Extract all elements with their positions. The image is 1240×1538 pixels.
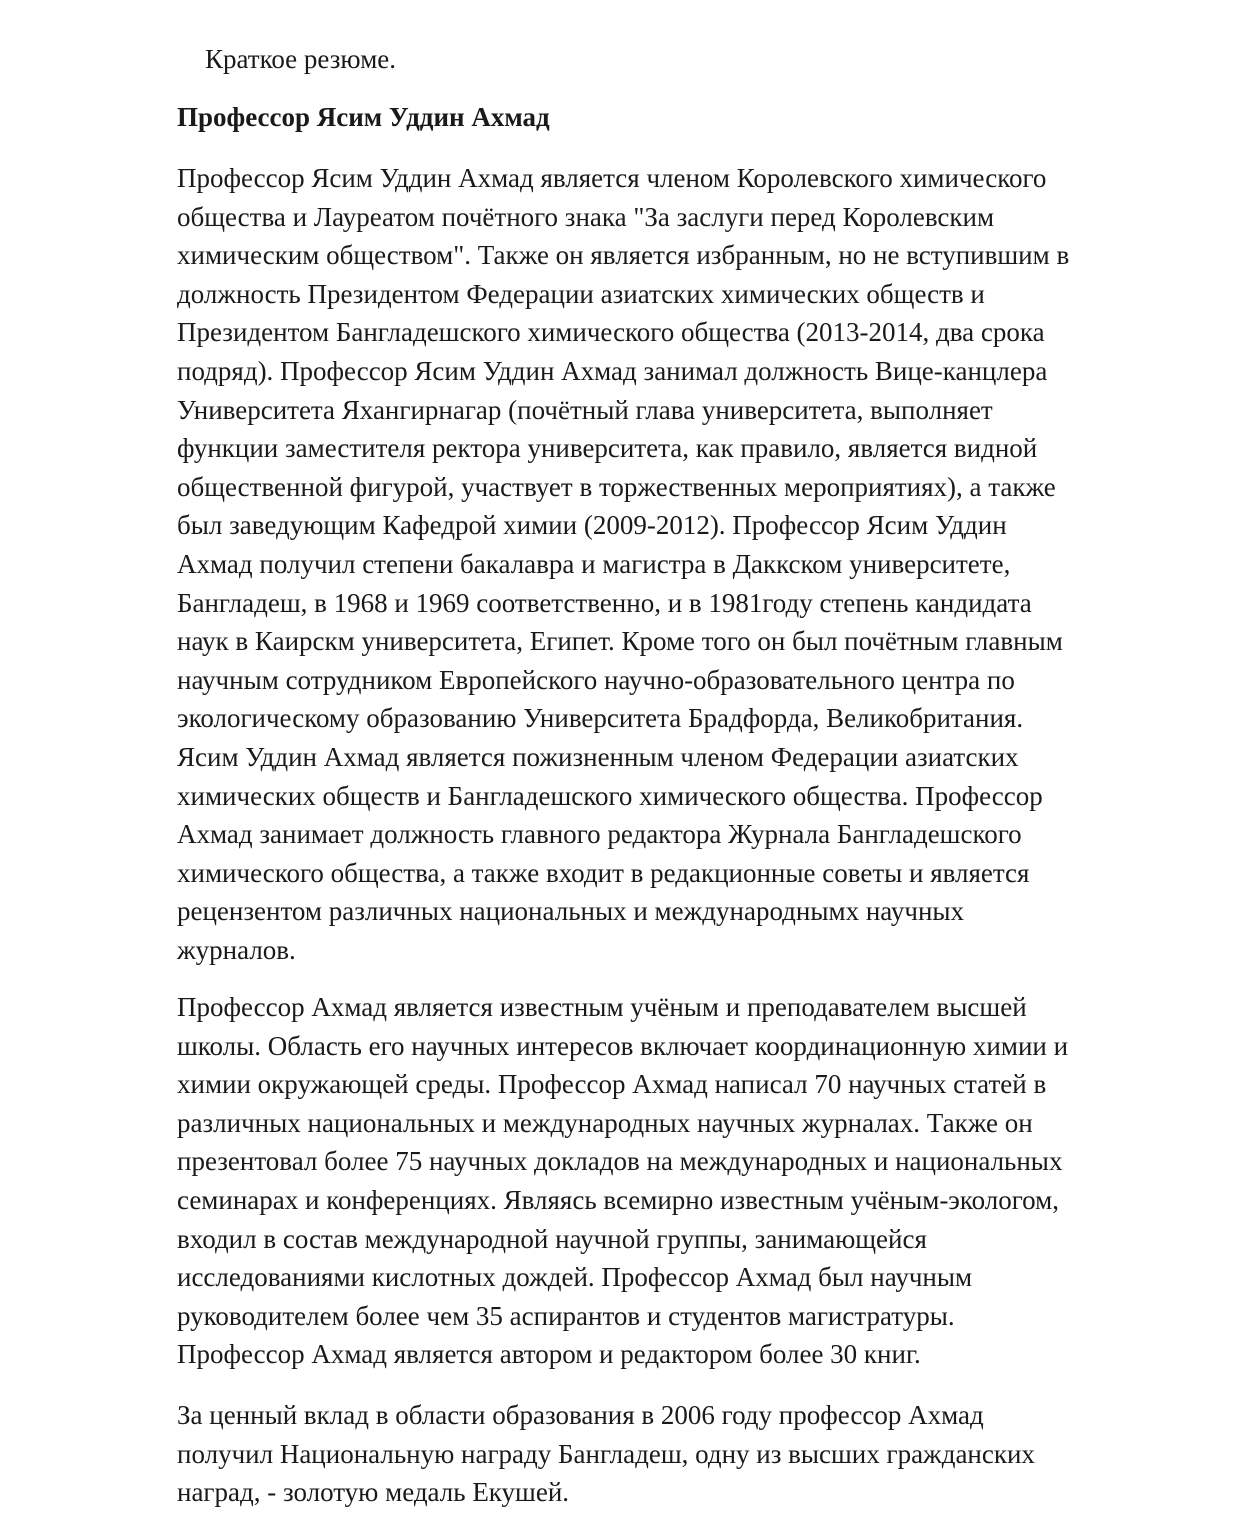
paragraph-line: Профессор Ясим Уддин Ахмад является членом Королевского химического: [177, 163, 1047, 193]
paragraph-line: входил в состав международной научной группы, занимающейся: [177, 1223, 927, 1254]
paragraph-line: химии окружающей среды. Профессор Ахмад написал 70 научных статей в: [177, 1069, 1047, 1100]
paragraph-line: Ахмад получил степени бакалавра и магистра в Даккском университете,: [177, 548, 1011, 579]
paragraph-line: научным сотрудником Европейского научно-образовательного центра по: [177, 664, 1015, 695]
paragraph-line: исследованиями кислотных дождей. Профессор Ахмад был научным: [177, 1262, 973, 1293]
paragraph-line: функции заместителя ректора университета, как правило, является видной: [177, 433, 1038, 464]
paragraph-line: Университета Яхангирнагар (почётный глава университета, выполняет: [177, 394, 993, 425]
paragraph-line: руководителем более чем 35 аспирантов и студентов магистратуры.: [177, 1300, 955, 1331]
paragraph-line: различных национальных и международных научных журналах. Также он: [177, 1107, 1033, 1138]
paragraph-line: получил Национальную награду Бангладеш, одну из высших гражданских: [177, 1438, 1035, 1469]
paragraph-line: экологическому образованию Университета Брадфорда, Великобритания.: [177, 703, 1024, 734]
paragraph-line: был заведующим Кафедрой химии (2009-2012). Профессор Ясим Уддин: [177, 510, 1007, 541]
paragraph-award: [177, 1396, 1167, 1512]
document-title: Профессор Ясим Уддин Ахмад: [177, 102, 550, 132]
paragraph-biography: [177, 159, 1167, 969]
paragraph-line: наград, - золотую медаль Екушей.: [177, 1477, 570, 1508]
paragraph-line: презентовал более 75 научных докладов на международных и национальных: [177, 1146, 1063, 1177]
paragraph-line: должность Президентом Федерации азиатских химических обществ и: [177, 278, 985, 309]
paragraph-line: Профессор Ахмад является автором и редактором более 30 книг.: [177, 1339, 921, 1370]
paragraph-line: семинарах и конференциях. Являясь всемирно известным учёным-экологом,: [177, 1184, 1059, 1215]
paragraph-line: журналов.: [177, 934, 296, 965]
paragraph-line: химических обществ и Бангладешского химического общества. Профессор: [177, 780, 1043, 811]
paragraph-line: общественной фигурой, участвует в торжественных мероприятиях), а также: [177, 471, 1056, 502]
paragraph-line: общества и Лауреатом почётного знака "За заслуги перед Королевским: [177, 201, 995, 232]
paragraph-line: химическим обществом". Также он является избранным, но не вступившим в: [177, 240, 1070, 271]
paragraph-line: Ясим Уддин Ахмад является пожизненным членом Федерации азиатских: [177, 741, 1019, 772]
paragraph-line: Ахмад занимает должность главного редактора Журнала Бангладешского: [177, 819, 1022, 850]
paragraph-line: химического общества, а также входит в редакционные советы и является: [177, 857, 1030, 888]
paragraph-line: Профессор Ахмад является известным учёным и преподавателем высшей: [177, 992, 1027, 1022]
paragraph-research: [177, 988, 1167, 1374]
paragraph-line: рецензентом различных национальных и международнымх научных: [177, 896, 965, 927]
paragraph-line: наук в Каирскм университета, Египет. Кроме того он был почётным главным: [177, 626, 1063, 657]
summary-label: Краткое резюме.: [205, 44, 397, 74]
paragraph-line: За ценный вклад в области образования в 2006 году профессор Ахмад: [177, 1400, 984, 1430]
paragraph-line: школы. Область его научных интересов включает координационную химии и: [177, 1030, 1069, 1061]
paragraph-line: Бангладеш, в 1968 и 1969 соответственно, и в 1981году степень кандидата: [177, 587, 1032, 618]
paragraph-line: подряд). Профессор Ясим Уддин Ахмад занимал должность Вице-канцлера: [177, 355, 1048, 386]
paragraph-line: Президентом Бангладешского химического общества (2013-2014, два срока: [177, 317, 1045, 348]
